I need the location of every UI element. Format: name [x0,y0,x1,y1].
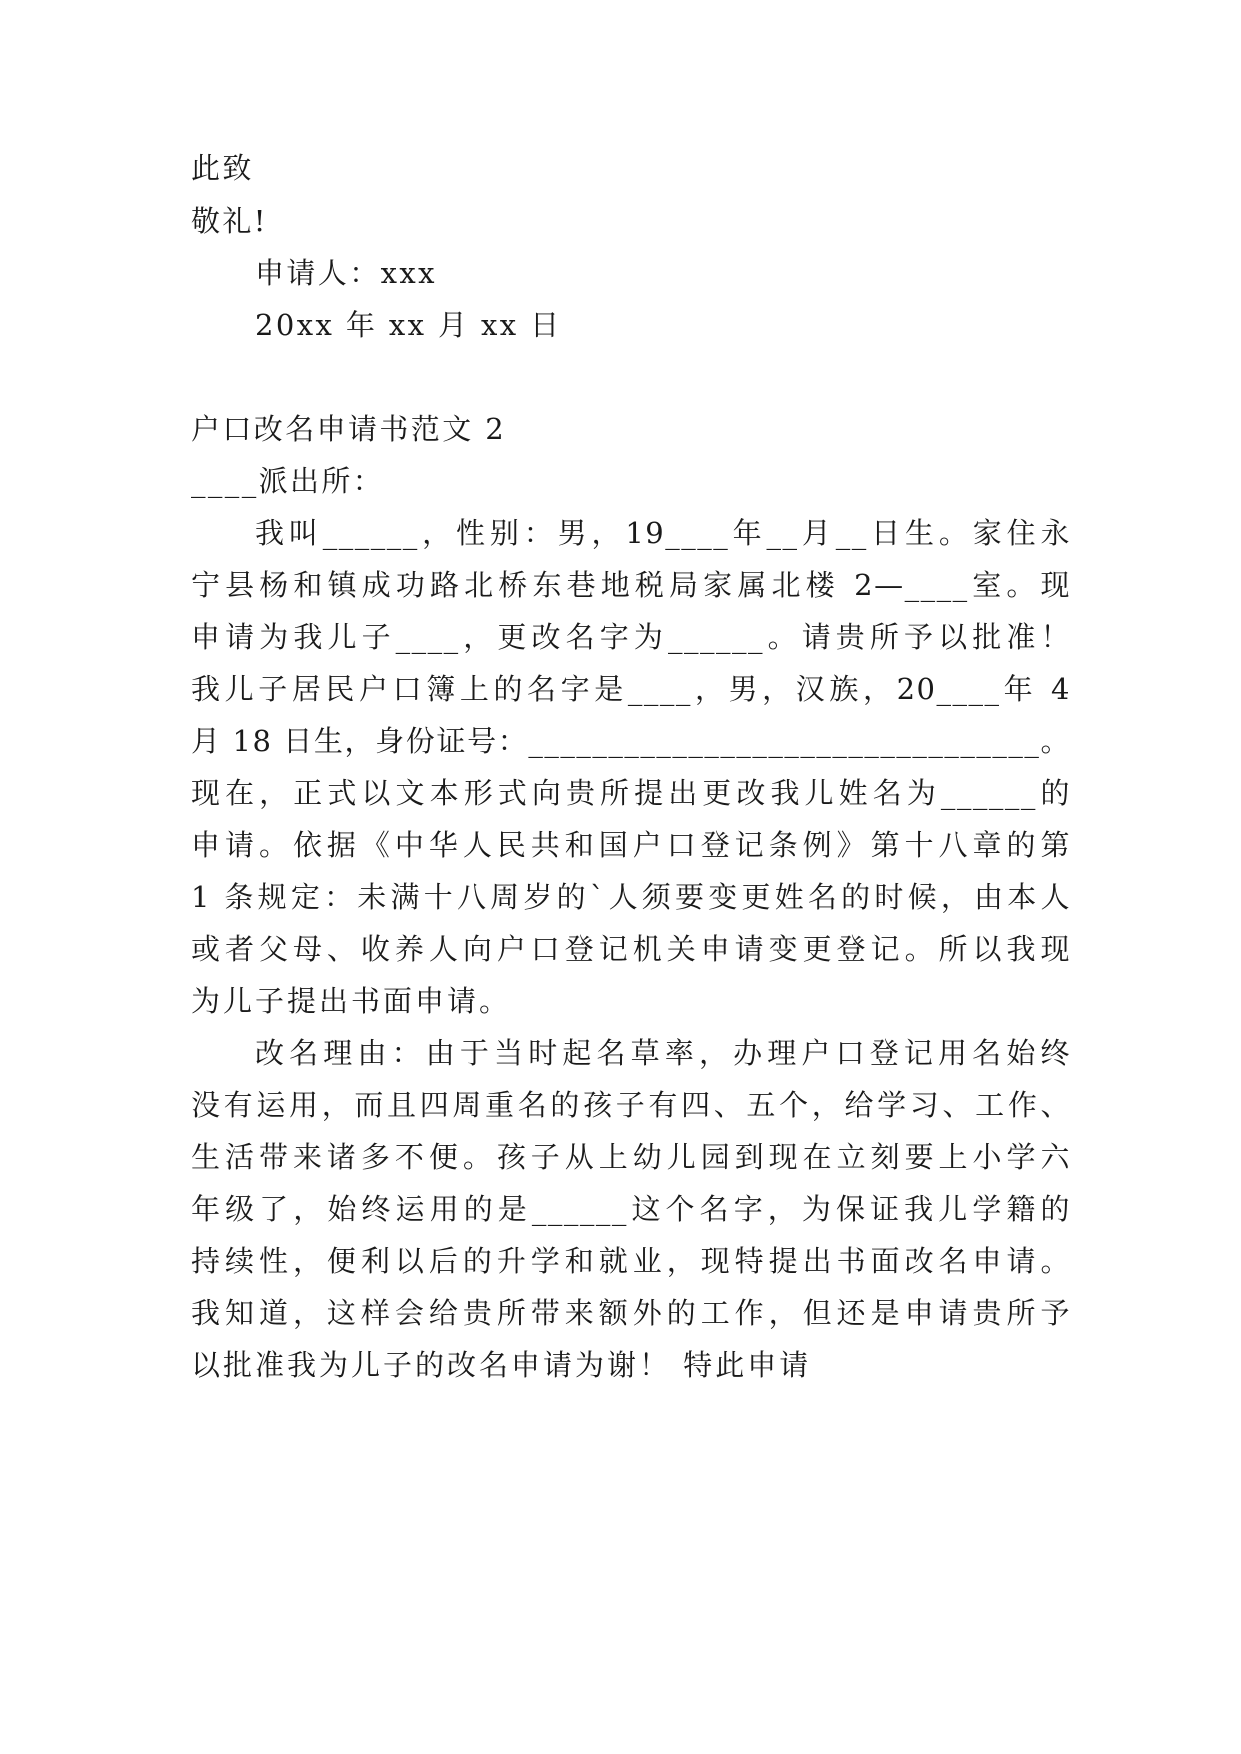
application-date: 20xx 年 xx 月 xx 日 [255,308,562,342]
paragraph-1-line: 现在，正式以文本形式向贵所提出更改我儿姓名为______的 [191,776,1071,810]
paragraph-1-line: 或者父母、收养人向户口登记机关申请变更登记。所以我现 [191,932,1071,966]
paragraph-1-line: 我儿子居民户口簿上的名字是____，男，汉族，20____年 4 [191,672,1071,706]
applicant-signature: 申请人：xxx [255,256,437,290]
paragraph-2-line: 我知道，这样会给贵所带来额外的工作，但还是申请贵所予 [191,1296,1071,1330]
section-title: 户口改名申请书范文 2 [191,412,507,446]
addressee-line: ____派出所： [191,464,385,498]
closing-salutation-1: 此致 [191,151,254,185]
paragraph-2-line: 持续性，便利以后的升学和就业，现特提出书面改名申请。 [191,1244,1071,1278]
paragraph-2-line: 改名理由：由于当时起名草率，办理户口登记用名始终 [255,1036,1071,1070]
paragraph-1-line: 1 条规定：未满十八周岁的`人须要变更姓名的时候，由本人 [191,880,1071,914]
paragraph-1-line: 宁县杨和镇成功路北桥东巷地税局家属北楼 2—____室。现 [191,568,1071,602]
closing-salutation-2: 敬礼! [191,204,268,238]
paragraph-1-line: 月 18 日生，身份证号：________________________________。 [191,724,1071,758]
paragraph-1-line: 申请。依据《中华人民共和国户口登记条例》第十八章的第 [191,828,1071,862]
paragraph-1-line: 申请为我儿子____，更改名字为______。请贵所予以批准！ [191,620,1071,654]
paragraph-1-line: 为儿子提出书面申请。 [191,984,512,1018]
paragraph-2-line: 生活带来诸多不便。孩子从上幼儿园到现在立刻要上小学六 [191,1140,1071,1174]
paragraph-2-line: 以批准我为儿子的改名申请为谢！ 特此申请 [191,1348,812,1382]
paragraph-1-line: 我叫______，性别：男，19____年__月__日生。家住永 [255,516,1071,550]
paragraph-2-line: 没有运用，而且四周重名的孩子有四、五个，给学习、工作、 [191,1088,1071,1122]
paragraph-2-line: 年级了，始终运用的是______这个名字，为保证我儿学籍的 [191,1192,1071,1226]
